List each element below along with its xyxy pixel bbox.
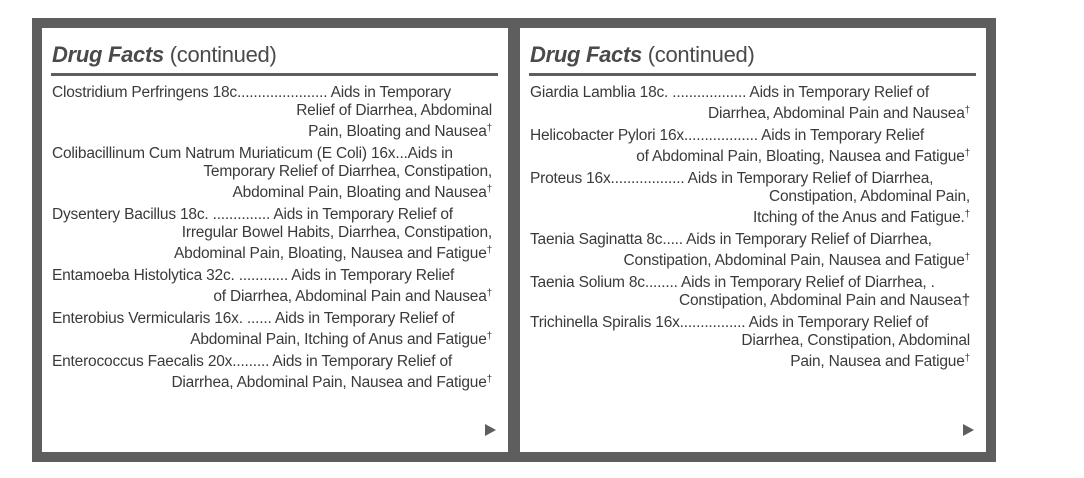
dagger-footnote-mark: † bbox=[964, 148, 970, 159]
ingredient-continuation-line bbox=[52, 371, 492, 392]
ingredient-continuation-line bbox=[530, 292, 970, 310]
ingredient-line-text: Temporary Relief of Diarrhea, Constipation, bbox=[203, 163, 492, 180]
ingredient-continuation-line bbox=[52, 242, 492, 263]
dagger-footnote-mark: † bbox=[486, 331, 492, 342]
continue-arrow-icon bbox=[963, 424, 974, 436]
ingredient-entry bbox=[52, 84, 492, 141]
ingredient-line-text: Irregular Bowel Habits, Diarrhea, Constipation, bbox=[181, 224, 492, 241]
right-heading-rule bbox=[529, 73, 976, 76]
dagger-footnote-mark: † bbox=[486, 184, 492, 195]
ingredient-line-text: Pain, Nausea and Fatigue bbox=[790, 353, 965, 370]
ingredient-line-text: Abdominal Pain, Itching of Anus and Fatigue bbox=[190, 331, 487, 348]
ingredient-first-line: Clostridium Perfringens 18c...................... Aids in Temporary bbox=[52, 84, 451, 101]
ingredient-first-line: Entamoeba Histolytica 32c. ............ Aids in Temporary Relief bbox=[52, 267, 455, 284]
ingredient-continuation-line bbox=[530, 102, 970, 123]
ingredient-entry bbox=[52, 145, 492, 202]
ingredient-continuation-line bbox=[530, 332, 970, 350]
dagger-footnote-mark: † bbox=[964, 105, 970, 116]
left-heading-rest: (continued) bbox=[163, 42, 277, 67]
ingredient-continuation-line bbox=[530, 350, 970, 371]
ingredient-continuation-line bbox=[530, 249, 970, 270]
ingredient-first-line: Taenia Solium 8c........ Aids in Temporary Relief of Diarrhea, . bbox=[530, 274, 935, 291]
left-heading-bold: Drug Facts bbox=[52, 42, 164, 67]
dagger-footnote-mark: † bbox=[486, 245, 492, 256]
ingredient-line-text: Diarrhea, Constipation, Abdominal bbox=[741, 332, 970, 349]
right-panel bbox=[520, 28, 986, 452]
ingredient-continuation-line bbox=[52, 285, 492, 306]
ingredient-line-text: Constipation, Abdominal Pain, bbox=[769, 188, 970, 205]
right-entries bbox=[530, 84, 970, 375]
ingredient-first-line: Taenia Saginatta 8c..... Aids in Temporary Relief of Diarrhea, bbox=[530, 231, 932, 248]
ingredient-entry bbox=[52, 206, 492, 263]
ingredient-line-text: Relief of Diarrhea, Abdominal bbox=[296, 102, 492, 119]
ingredient-line-text: Constipation, Abdominal Pain and Nausea† bbox=[678, 292, 970, 309]
right-heading-rest: (continued) bbox=[641, 42, 755, 67]
ingredient-entry bbox=[530, 127, 970, 166]
ingredient-line-text: Itching of the Anus and Fatigue. bbox=[753, 209, 965, 226]
dagger-footnote-mark: † bbox=[964, 353, 970, 364]
ingredient-first-line: Enterobius Vermicularis 16x. ...... Aids in Temporary Relief of bbox=[52, 310, 455, 327]
ingredient-continuation-line bbox=[52, 102, 492, 120]
ingredient-continuation-line bbox=[52, 181, 492, 202]
ingredient-first-line: Helicobacter Pylori 16x.................. Aids in Temporary Relief bbox=[530, 127, 924, 144]
ingredient-first-line: Colibacillinum Cum Natrum Muriaticum (E Coli) 16x...Aids in bbox=[52, 145, 453, 162]
dagger-footnote-mark: † bbox=[964, 209, 970, 220]
left-heading bbox=[52, 42, 277, 68]
ingredient-line-text: Diarrhea, Abdominal Pain, Nausea and Fatigue bbox=[171, 374, 487, 391]
ingredient-continuation-line bbox=[530, 145, 970, 166]
ingredient-line-text: Constipation, Abdominal Pain, Nausea and Fatigue bbox=[623, 252, 965, 269]
ingredient-entry bbox=[530, 170, 970, 227]
dagger-footnote-mark: † bbox=[486, 288, 492, 299]
dagger-footnote-mark: † bbox=[486, 123, 492, 134]
ingredient-line-text: Diarrhea, Abdominal Pain and Nausea bbox=[707, 105, 965, 122]
ingredient-entry bbox=[530, 314, 970, 371]
right-heading bbox=[530, 42, 755, 68]
left-entries bbox=[52, 84, 492, 396]
right-heading-bold: Drug Facts bbox=[530, 42, 642, 67]
ingredient-first-line: Enterococcus Faecalis 20x......... Aids in Temporary Relief of bbox=[52, 353, 452, 370]
drug-facts-frame bbox=[32, 18, 996, 462]
ingredient-continuation-line bbox=[52, 163, 492, 181]
ingredient-line-text: Pain, Bloating and Nausea bbox=[308, 123, 487, 140]
ingredient-continuation-line bbox=[530, 188, 970, 206]
ingredient-continuation-line bbox=[52, 120, 492, 141]
ingredient-continuation-line bbox=[52, 224, 492, 242]
ingredient-line-text: of Abdominal Pain, Bloating, Nausea and Fatigue bbox=[636, 148, 965, 165]
ingredient-entry bbox=[530, 274, 970, 310]
left-heading-rule bbox=[51, 73, 498, 76]
ingredient-entry bbox=[52, 310, 492, 349]
ingredient-first-line: Trichinella Spiralis 16x................ Aids in Temporary Relief of bbox=[530, 314, 929, 331]
ingredient-continuation-line bbox=[52, 328, 492, 349]
ingredient-entry bbox=[530, 84, 970, 123]
left-panel bbox=[42, 28, 508, 452]
ingredient-entry bbox=[52, 267, 492, 306]
ingredient-first-line: Giardia Lamblia 18c. .................. Aids in Temporary Relief of bbox=[530, 84, 929, 101]
ingredient-line-text: Abdominal Pain, Bloating and Nausea bbox=[232, 184, 487, 201]
ingredient-line-text: Abdominal Pain, Bloating, Nausea and Fatigue bbox=[174, 245, 487, 262]
ingredient-line-text: of Diarrhea, Abdominal Pain and Nausea bbox=[213, 288, 487, 305]
ingredient-entry bbox=[52, 353, 492, 392]
ingredient-first-line: Dysentery Bacillus 18c. .............. Aids in Temporary Relief of bbox=[52, 206, 453, 223]
ingredient-first-line: Proteus 16x.................. Aids in Temporary Relief of Diarrhea, bbox=[530, 170, 934, 187]
ingredient-entry bbox=[530, 231, 970, 270]
continue-arrow-icon bbox=[485, 424, 496, 436]
dagger-footnote-mark: † bbox=[964, 252, 970, 263]
ingredient-continuation-line bbox=[530, 206, 970, 227]
dagger-footnote-mark: † bbox=[486, 374, 492, 385]
